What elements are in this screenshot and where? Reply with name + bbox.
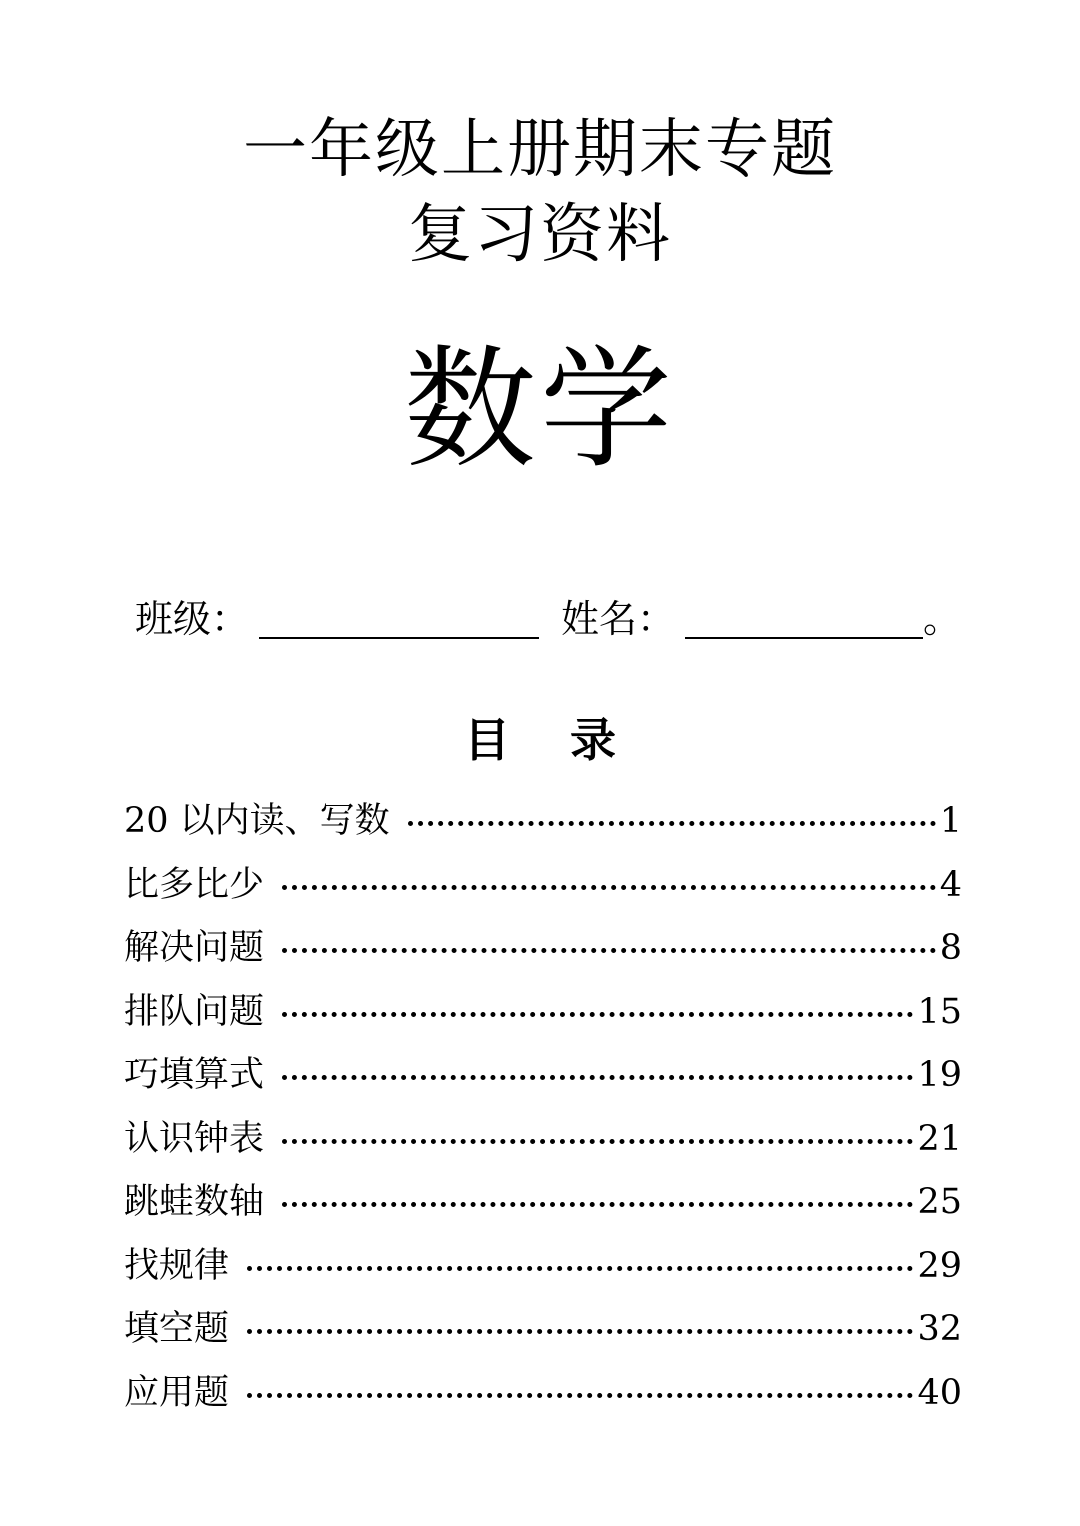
toc-entry-label: 填空题 <box>124 1309 230 1349</box>
toc-entry[interactable] <box>124 790 962 854</box>
toc-entry-label: 比多比少 <box>124 864 265 905</box>
toc-entry-page: 25 <box>917 1182 962 1222</box>
title-line-2: 复习资料 <box>408 198 672 272</box>
subject-title: 数学 <box>404 333 676 487</box>
toc-entry-label: 应用题 <box>124 1372 230 1413</box>
toc-leader-dots <box>408 820 936 826</box>
toc-heading <box>0 708 1080 772</box>
toc-entry-page: 1 <box>939 801 962 841</box>
toc-entry-label: 认识钟表 <box>124 1118 265 1159</box>
name-blank-field[interactable] <box>685 593 923 639</box>
title-line-1: 一年级上册期末专题 <box>243 113 837 187</box>
toc-leader-dots <box>282 1201 913 1207</box>
toc-entry[interactable] <box>124 1362 962 1426</box>
toc-entry[interactable] <box>124 1108 962 1172</box>
toc-leader-dots <box>282 884 936 890</box>
toc-entry-label: 跳蛙数轴 <box>124 1182 265 1222</box>
toc-entry[interactable] <box>124 1298 962 1362</box>
toc-entry-label: 找规律 <box>124 1245 230 1286</box>
end-mark: 。 <box>923 597 962 641</box>
toc-entry-label: 解决问题 <box>124 928 265 968</box>
toc-heading-part2: 录 <box>570 713 616 767</box>
toc-entry[interactable] <box>124 854 962 918</box>
toc-entry-label: 20 以内读、写数 <box>124 801 390 841</box>
toc-heading-part1: 目 <box>464 713 510 767</box>
toc-entry-page: 4 <box>939 864 962 905</box>
toc-entry-page: 40 <box>917 1372 962 1413</box>
toc-entry-page: 19 <box>917 1055 962 1095</box>
toc-leader-dots <box>282 1074 913 1080</box>
toc-leader-dots <box>282 947 936 953</box>
class-label: 班级： <box>135 597 250 641</box>
toc-entry[interactable] <box>124 917 962 981</box>
toc-entry-page: 29 <box>917 1245 962 1286</box>
toc-entry[interactable] <box>124 981 962 1045</box>
toc-entry[interactable] <box>124 1044 962 1108</box>
toc-leader-dots <box>247 1328 913 1334</box>
toc-leader-dots <box>247 1392 913 1398</box>
toc-entry-label: 排队问题 <box>124 991 265 1032</box>
table-of-contents <box>124 790 962 1425</box>
toc-entry-page: 15 <box>917 991 962 1032</box>
student-info-row <box>135 585 961 645</box>
toc-leader-dots <box>247 1265 913 1271</box>
toc-leader-dots <box>282 1011 913 1017</box>
toc-entry-page: 8 <box>939 928 962 968</box>
toc-leader-dots <box>282 1138 913 1144</box>
name-label: 姓名： <box>561 597 676 641</box>
toc-entry-label: 巧填算式 <box>124 1055 265 1095</box>
class-blank-field[interactable] <box>259 593 539 639</box>
toc-entry-page: 32 <box>917 1309 962 1349</box>
toc-entry-page: 21 <box>917 1118 962 1159</box>
toc-entry[interactable] <box>124 1235 962 1299</box>
toc-entry[interactable] <box>124 1171 962 1235</box>
